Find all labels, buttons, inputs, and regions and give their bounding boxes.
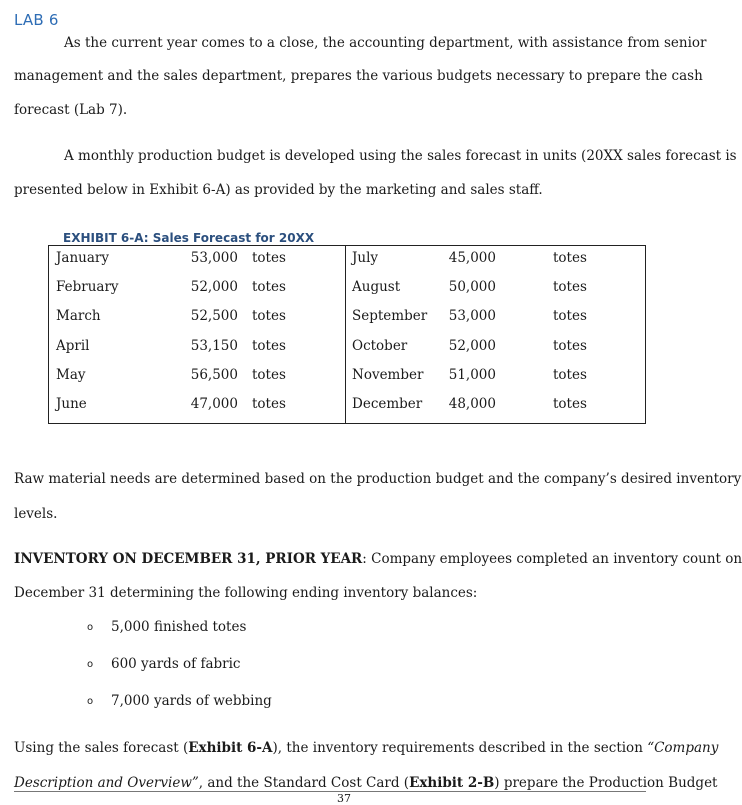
section-ref: “Company xyxy=(647,740,719,756)
table-cell-month: July xyxy=(352,250,379,266)
inventory-line1 xyxy=(14,551,742,567)
table-cell-month: September xyxy=(352,308,428,324)
para1-line1: As the current year comes to a close, the accounting department, with assistance from senior xyxy=(64,35,707,51)
table-cell-month: December xyxy=(352,396,423,412)
list-item: 7,000 yards of webbing xyxy=(111,693,272,709)
table-cell-unit: totes xyxy=(252,250,286,266)
table-cell-unit: totes xyxy=(553,367,587,383)
table-cell-month: March xyxy=(56,308,101,324)
table-cell-qty: 53,000 xyxy=(190,250,238,266)
table-cell-qty: 48,000 xyxy=(448,396,496,412)
table-cell-qty: 53,000 xyxy=(448,308,496,324)
table-cell-unit: totes xyxy=(252,279,286,295)
table-cell-month: January xyxy=(56,250,109,266)
para2-line1: A monthly production budget is developed using the sales forecast in units (20XX sales forecast is xyxy=(64,148,737,164)
table-cell-qty: 50,000 xyxy=(448,279,496,295)
bullet-circle-icon: o xyxy=(87,659,94,670)
list-item: 5,000 finished totes xyxy=(111,619,247,635)
page-number: 37 xyxy=(337,792,351,805)
table-cell-month: November xyxy=(352,367,424,383)
para4-text: ), the inventory requirements described in the section xyxy=(272,740,648,756)
table-cell-unit: totes xyxy=(553,338,587,354)
para4-text: , and the Standard Cost Card ( xyxy=(198,775,410,791)
list-item: 600 yards of fabric xyxy=(111,656,241,672)
table-divider xyxy=(345,245,346,424)
table-cell-month: August xyxy=(352,279,401,295)
bullet-circle-icon: o xyxy=(87,622,94,633)
table-cell-unit: totes xyxy=(252,338,286,354)
table-cell-qty: 56,500 xyxy=(190,367,238,383)
para1-line2: management and the sales department, prepares the various budgets necessary to prepare the cash xyxy=(14,68,703,84)
exhibit-6a-ref: Exhibit 6-A xyxy=(188,740,273,756)
inventory-line2: December 31 determining the following ending inventory balances: xyxy=(14,585,478,601)
table-cell-unit: totes xyxy=(553,308,587,324)
exhibit-2b-ref: Exhibit 2-B xyxy=(409,775,495,791)
section-ref: Description and Overview” xyxy=(14,775,199,791)
table-cell-qty: 51,000 xyxy=(448,367,496,383)
table-cell-unit: totes xyxy=(553,279,587,295)
table-cell-qty: 52,000 xyxy=(190,279,238,295)
table-cell-qty: 47,000 xyxy=(190,396,238,412)
table-cell-unit: totes xyxy=(252,396,286,412)
table-cell-unit: totes xyxy=(252,367,286,383)
para4-line1 xyxy=(14,740,718,756)
bullet-circle-icon: o xyxy=(87,696,94,707)
inventory-line1-rest: : Company employees completed an inventory count on xyxy=(362,551,742,567)
table-cell-unit: totes xyxy=(553,396,587,412)
table-cell-qty: 45,000 xyxy=(448,250,496,266)
table-cell-month: February xyxy=(56,279,119,295)
inventory-title: INVENTORY ON DECEMBER 31, PRIOR YEAR xyxy=(14,551,363,567)
table-cell-qty: 53,150 xyxy=(190,338,238,354)
para4-text: ) prepare the Production Budget xyxy=(494,775,718,791)
table-cell-month: October xyxy=(352,338,408,354)
table-cell-qty: 52,000 xyxy=(448,338,496,354)
para3-line2: levels. xyxy=(14,506,58,522)
table-cell-month: April xyxy=(56,338,90,354)
page-footer-rule xyxy=(14,791,646,792)
para2-line2: presented below in Exhibit 6-A) as provided by the marketing and sales staff. xyxy=(14,182,543,198)
para4-line2 xyxy=(14,775,717,791)
table-cell-unit: totes xyxy=(553,250,587,266)
table-cell-month: May xyxy=(56,367,86,383)
lab-heading: LAB 6 xyxy=(14,11,59,29)
para1-line3: forecast (Lab 7). xyxy=(14,102,128,118)
para3-line1: Raw material needs are determined based on the production budget and the company’s desired inventory xyxy=(14,471,742,487)
para4-text: Using the sales forecast ( xyxy=(14,740,189,756)
exhibit-caption: EXHIBIT 6-A: Sales Forecast for 20XX xyxy=(63,231,315,245)
table-cell-qty: 52,500 xyxy=(190,308,238,324)
table-cell-month: June xyxy=(56,396,87,412)
table-cell-unit: totes xyxy=(252,308,286,324)
